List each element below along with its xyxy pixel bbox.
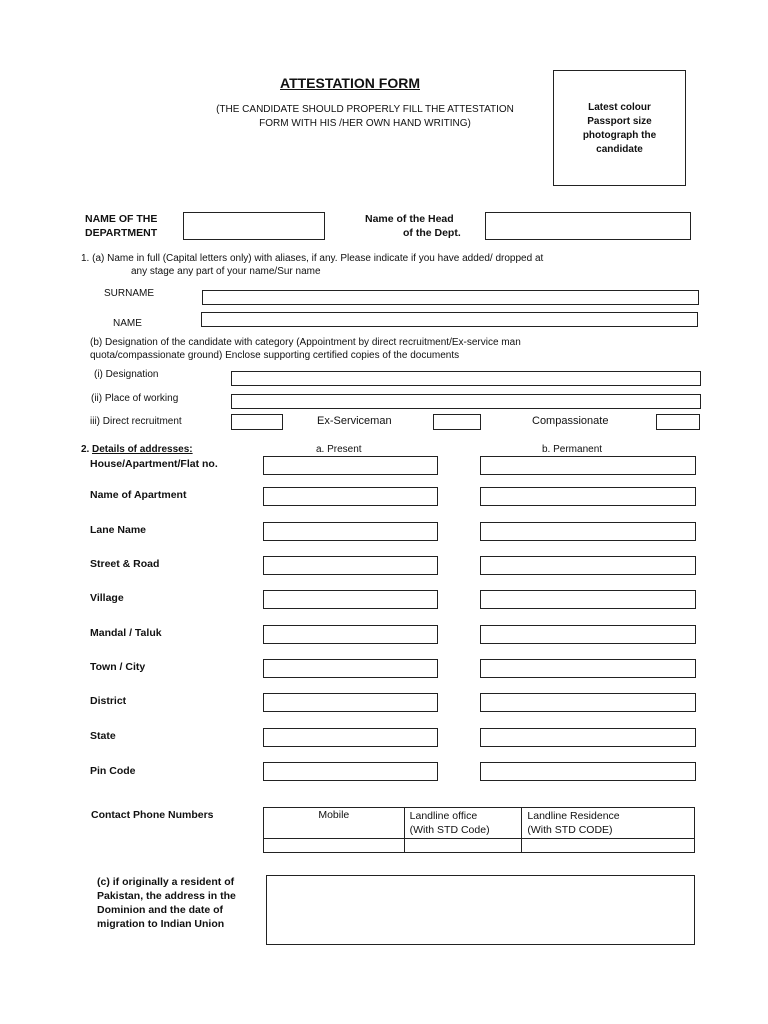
compassionate-label: Compassionate (532, 415, 609, 427)
photo-text-1: Latest colour (588, 102, 651, 113)
direct-recruitment-label: iii) Direct recruitment (90, 416, 182, 427)
pakistan-address-input[interactable] (266, 875, 695, 945)
section-1b-line-1: (b) Designation of the candidate with category (Appointment by direct recruitment/Ex-service man (90, 337, 521, 348)
permanent-address-input[interactable] (480, 659, 696, 678)
section-2-number: 2. (81, 444, 90, 455)
landline-residence-input[interactable] (522, 839, 695, 853)
present-address-input[interactable] (263, 556, 438, 575)
section-1a-line-2: any stage any part of your name/Sur name (131, 266, 321, 277)
present-address-input[interactable] (263, 522, 438, 541)
section-2-heading: Details of addresses: (92, 444, 193, 455)
place-of-working-input[interactable] (231, 394, 701, 409)
ex-serviceman-label: Ex-Serviceman (317, 415, 392, 427)
place-of-working-label: (ii) Place of working (91, 393, 179, 404)
permanent-address-input[interactable] (480, 487, 696, 506)
address-field-label: House/Apartment/Flat no. (90, 458, 218, 470)
permanent-address-input[interactable] (480, 625, 696, 644)
address-field-label: Town / City (90, 661, 146, 673)
department-label-1: NAME OF THE (85, 213, 158, 225)
head-label-1: Name of the Head (365, 213, 454, 225)
address-field-label: Mandal / Taluk (90, 627, 162, 639)
section-1b-line-2: quota/compassionate ground) Enclose supporting certified copies of the documents (90, 350, 460, 361)
head-label-2: of the Dept. (403, 227, 461, 239)
permanent-address-input[interactable] (480, 456, 696, 475)
photo-box[interactable] (553, 70, 686, 186)
section-2c-line-2: Pakistan, the address in the (97, 890, 236, 902)
phone-header-residence: Landline Residence (With STD CODE) (522, 808, 695, 839)
direct-recruitment-box[interactable] (231, 414, 283, 430)
designation-input[interactable] (231, 371, 701, 386)
column-present: a. Present (316, 444, 362, 455)
section-2c-line-1: (c) if originally a resident of (97, 876, 235, 888)
form-title: ATTESTATION FORM (280, 75, 420, 91)
present-address-input[interactable] (263, 625, 438, 644)
present-address-input[interactable] (263, 728, 438, 747)
present-address-input[interactable] (263, 487, 438, 506)
surname-label: SURNAME (104, 288, 155, 299)
photo-text-4: candidate (596, 144, 643, 155)
photo-text-2: Passport size (587, 116, 652, 127)
present-address-input[interactable] (263, 456, 438, 475)
phone-table (263, 807, 695, 853)
photo-text-3: photograph the (582, 130, 657, 141)
address-field-label: Name of Apartment (90, 489, 187, 501)
phone-header-mobile: Mobile (264, 808, 405, 839)
compassionate-box[interactable] (656, 414, 700, 430)
address-field-label: District (90, 695, 127, 707)
permanent-address-input[interactable] (480, 522, 696, 541)
name-input[interactable] (201, 312, 698, 327)
address-field-label: State (90, 730, 116, 742)
landline-office-input[interactable] (404, 839, 522, 853)
permanent-address-input[interactable] (480, 556, 696, 575)
address-field-label: Lane Name (90, 524, 147, 536)
section-1a-line-1: 1. (a) Name in full (Capital letters only) with aliases, if any. Please indicate if you have added/ dropped at (81, 253, 544, 264)
section-2c-line-3: Dominion and the date of (97, 904, 223, 916)
department-input[interactable] (183, 212, 325, 240)
instruction-line-2: FORM WITH HIS /HER OWN HAND WRITING) (259, 118, 471, 129)
head-of-dept-input[interactable] (485, 212, 691, 240)
present-address-input[interactable] (263, 590, 438, 609)
address-field-label: Pin Code (90, 765, 136, 777)
phone-header-office: Landline office (With STD Code) (404, 808, 522, 839)
permanent-address-input[interactable] (480, 762, 696, 781)
contact-phone-label: Contact Phone Numbers (91, 809, 214, 821)
instruction-line-1: (THE CANDIDATE SHOULD PROPERLY FILL THE ATTESTATION (216, 104, 514, 115)
name-label: NAME (113, 318, 142, 329)
address-field-label: Street & Road (90, 558, 160, 570)
designation-label: (i) Designation (94, 369, 159, 380)
address-field-label: Village (90, 592, 124, 604)
surname-input[interactable] (202, 290, 699, 305)
column-permanent: b. Permanent (542, 444, 603, 455)
present-address-input[interactable] (263, 693, 438, 712)
section-2c-line-4: migration to Indian Union (97, 918, 225, 930)
permanent-address-input[interactable] (480, 728, 696, 747)
permanent-address-input[interactable] (480, 590, 696, 609)
ex-serviceman-box[interactable] (433, 414, 481, 430)
permanent-address-input[interactable] (480, 693, 696, 712)
department-label-2: DEPARTMENT (85, 227, 158, 239)
mobile-input[interactable] (264, 839, 405, 853)
present-address-input[interactable] (263, 659, 438, 678)
present-address-input[interactable] (263, 762, 438, 781)
